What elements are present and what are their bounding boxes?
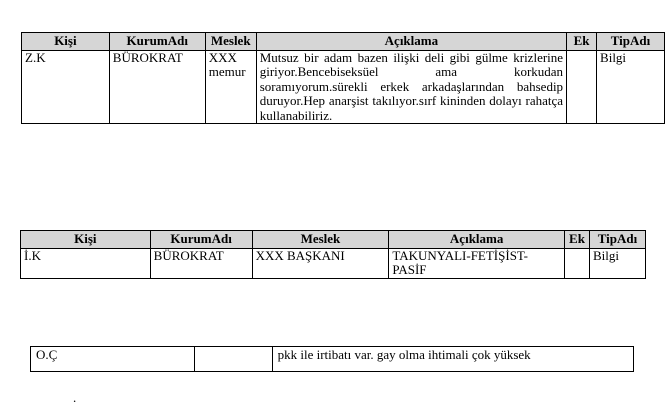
cell-tipadi: Bilgi bbox=[597, 50, 665, 124]
table-row bbox=[22, 50, 665, 124]
table-row bbox=[21, 248, 646, 278]
footer-mark: . bbox=[73, 390, 77, 405]
cell-ek bbox=[567, 50, 597, 124]
record-table-3 bbox=[30, 346, 634, 372]
cell-aciklama: TAKUNYALI-FETİŞİST-PASİF bbox=[389, 248, 565, 278]
cell-kurumadi: BÜROKRAT bbox=[150, 248, 252, 278]
cell-meslek: XXX memur bbox=[205, 50, 256, 124]
header-tipadi: TipAdı bbox=[589, 231, 645, 249]
record-table-1 bbox=[21, 32, 665, 124]
cell-kisi: O.Ç bbox=[31, 347, 195, 372]
table-header-row bbox=[22, 33, 665, 51]
header-meslek: Meslek bbox=[252, 231, 389, 249]
cell-kurumadi bbox=[194, 347, 272, 372]
cell-aciklama: Mutsuz bir adam bazen ilişki deli gibi gülme krizlerine giriyor.Bencebiseksüel ama korkudan soramıyorum.sürekli erkek arkadaşlarından bahsedip duruyor.Hep anarşist takılıyor.sırf kininden dolayı rahatça kullanabiliriz. bbox=[256, 50, 566, 124]
cell-meslek: XXX BAŞKANI bbox=[252, 248, 389, 278]
header-meslek: Meslek bbox=[205, 33, 256, 51]
cell-kisi: Z.K bbox=[22, 50, 110, 124]
header-kisi: Kişi bbox=[21, 231, 151, 249]
header-kurumadi: KurumAdı bbox=[109, 33, 205, 51]
cell-aciklama: pkk ile irtibatı var. gay olma ihtimali çok yüksek bbox=[272, 347, 633, 372]
record-table-2 bbox=[20, 230, 646, 279]
header-kisi: Kişi bbox=[22, 33, 110, 51]
cell-tipadi: Bilgi bbox=[589, 248, 645, 278]
header-aciklama: Açıklama bbox=[389, 231, 565, 249]
table-row bbox=[31, 347, 634, 372]
table-header-row bbox=[21, 231, 646, 249]
header-tipadi: TipAdı bbox=[597, 33, 665, 51]
header-kurumadi: KurumAdı bbox=[150, 231, 252, 249]
header-aciklama: Açıklama bbox=[256, 33, 566, 51]
header-ek: Ek bbox=[565, 231, 590, 249]
cell-kisi: İ.K bbox=[21, 248, 151, 278]
cell-ek bbox=[565, 248, 590, 278]
cell-kurumadi: BÜROKRAT bbox=[109, 50, 205, 124]
header-ek: Ek bbox=[567, 33, 597, 51]
